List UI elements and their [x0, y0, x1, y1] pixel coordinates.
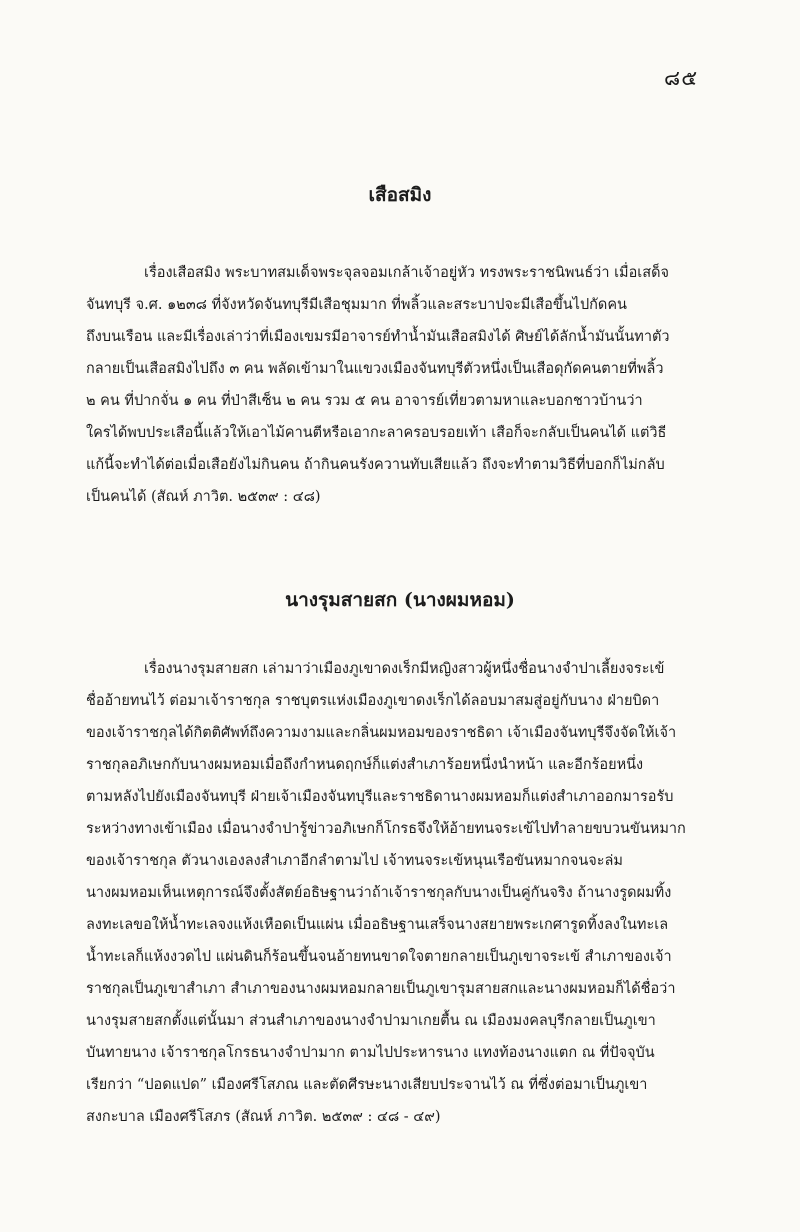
paragraph-line: ราชกุลอภิเษกกับนางผมหอมเมื่อถึงกำหนดฤกษ์ก็แต่งสำเภาร้อยหนึ่งนำหน้า และอีกร้อยหนึ่ง [86, 757, 644, 773]
paragraph-line: ถึงบนเรือน และมีเรื่องเล่าว่าที่เมืองเขมรมีอาจารย์ทำน้ำมันเสือสมิงได้ ศิษย์ได้ลักน้ำมันนั้นทาตัว [86, 329, 670, 345]
paragraph-line: ของเจ้าราชกุลได้กิตติศัพท์ถึงความงามและกลิ่นผมหอมของราชธิดา เจ้าเมืองจันทบุรีจึงจัดให้เจ้า [86, 725, 677, 741]
paragraph-line: ใครได้พบประเสือนี้แล้วให้เอาไม้คานตีหรือเอากะลาครอบรอยเท้า เสือก็จะกลับเป็นคนได้ แต่วิธี [86, 425, 667, 441]
paragraph-line: นางรุมสายสกตั้งแต่นั้นมา ส่วนสำเภาของนางจำปามาเกยตื้น ณ เมืองมงคลบุรีกลายเป็นภูเขา [86, 1013, 656, 1029]
paragraph-line: จันทบุรี จ.ศ. ๑๒๓๘ ที่จังหวัดจันทบุรีมีเสือชุมมาก ที่พลิ้วและสระบาปจะมีเสือขึ้นไปกัดคน [86, 297, 627, 313]
paragraph-line: บันทายนาง เจ้าราชกุลโกรธนางจำปามาก ตามไปประหารนาง แทงท้องนางแตก ณ ที่ปัจจุบัน [86, 1045, 655, 1061]
page-number: ๘๕ [664, 66, 699, 90]
paragraph-line: เรื่องนางรุมสายสก เล่ามาว่าเมืองภูเขาดงเร็กมีหญิงสาวผู้หนึ่งชื่อนางจำปาเลี้ยงจระเข้ [144, 661, 665, 677]
paragraph-line: เรื่องเสือสมิง พระบาทสมเด็จพระจุลจอมเกล้าเจ้าอยู่หัว ทรงพระราชนิพนธ์ว่า เมื่อเสด็จ [144, 265, 670, 281]
paragraph-line: ๒ คน ที่ปากจั่น ๑ คน ที่ป่าสีเซ็น ๒ คน รวม ๕ คน อาจารย์เที่ยวตามหาและบอกชาวบ้านว่า [86, 393, 643, 409]
paragraph-line: น้ำทะเลก็แห้งงวดไป แผ่นดินก็ร้อนขึ้นจนอ้ายทนขาดใจตายกลายเป็นภูเขาจระเข้ สำเภาของเจ้า [86, 949, 672, 965]
paragraph-line: ชื่ออ้ายทนไว้ ต่อมาเจ้าราชกุล ราชบุตรแห่งเมืองภูเขาดงเร็กได้ลอบมาสมสู่อยู่กับนาง ฝ่ายบิดา [86, 693, 660, 709]
section-title-tiger-shaman: เสือสมิง [368, 184, 432, 206]
section-title-nang-rum-sai-sok: นางรุมสายสก (นางผมหอม) [285, 589, 515, 611]
paragraph-line: นางผมหอมเห็นเหตุการณ์จึงตั้งสัตย์อธิษฐานว่าถ้าเจ้าราชกุลกับนางเป็นคู่กันจริง ถ้านางรูดผมทิ้ง [86, 885, 672, 901]
paragraph-line: เป็นคนได้ (สัณห์ ภาวิต. ๒๕๓๙ : ๔๘) [86, 489, 321, 505]
paragraph-line: ของเจ้าราชกุล ตัวนางเองลงสำเภาอีกลำตามไป เจ้าทนจระเข้หนุนเรือขันหมากจนจะล่ม [86, 853, 623, 869]
paragraph-line: กลายเป็นเสือสมิงไปถึง ๓ คน พลัดเข้ามาในแขวงเมืองจันทบุรีตัวหนึ่งเป็นเสือดุกัดคนตายที่พลิ้ว [86, 361, 664, 377]
paragraph-line: ลงทะเลขอให้น้ำทะเลจงแห้งเหือดเป็นแผ่น เมื่ออธิษฐานเสร็จนางสยายพระเกศารูดทิ้งลงในทะเล [86, 917, 669, 933]
paragraph-line: เรียกว่า “ปอดแปด” เมืองศรีโสภณ และตัดศีรษะนางเสียบประจานไว้ ณ ที่ซึ่งต่อมาเป็นภูเขา [86, 1077, 648, 1093]
section-body-tiger-shaman [86, 257, 714, 513]
paragraph-line: ตามหลังไปยังเมืองจันทบุรี ฝ่ายเจ้าเมืองจันทบุรีและราชธิดานางผมหอมก็แต่งสำเภาออกมารอรับ [86, 789, 674, 805]
paragraph-line: ระหว่างทางเข้าเมือง เมื่อนางจำปารู้ข่าวอภิเษกก็โกรธจึงให้อ้ายทนจระเข้ไปทำลายขบวนขันหมาก [86, 821, 686, 837]
section-body-nang-rum-sai-sok [86, 653, 714, 1133]
paragraph-line: สงกะบาล เมืองศรีโสภร (สัณห์ ภาวิต. ๒๕๓๙ : ๔๘ - ๔๙) [86, 1109, 441, 1125]
paragraph-line: แก้นี้จะทำได้ต่อเมื่อเสือยังไม่กินคน ถ้ากินคนรังควานทับเสียแล้ว ถึงจะทำตามวิธีที่บอกก็ไม่กลับ [86, 457, 665, 473]
paragraph-line: ราชกุลเป็นภูเขาสำเภา สำเภาของนางผมหอมกลายเป็นภูเขารุมสายสกและนางผมหอมก็ได้ชื่อว่า [86, 981, 676, 997]
